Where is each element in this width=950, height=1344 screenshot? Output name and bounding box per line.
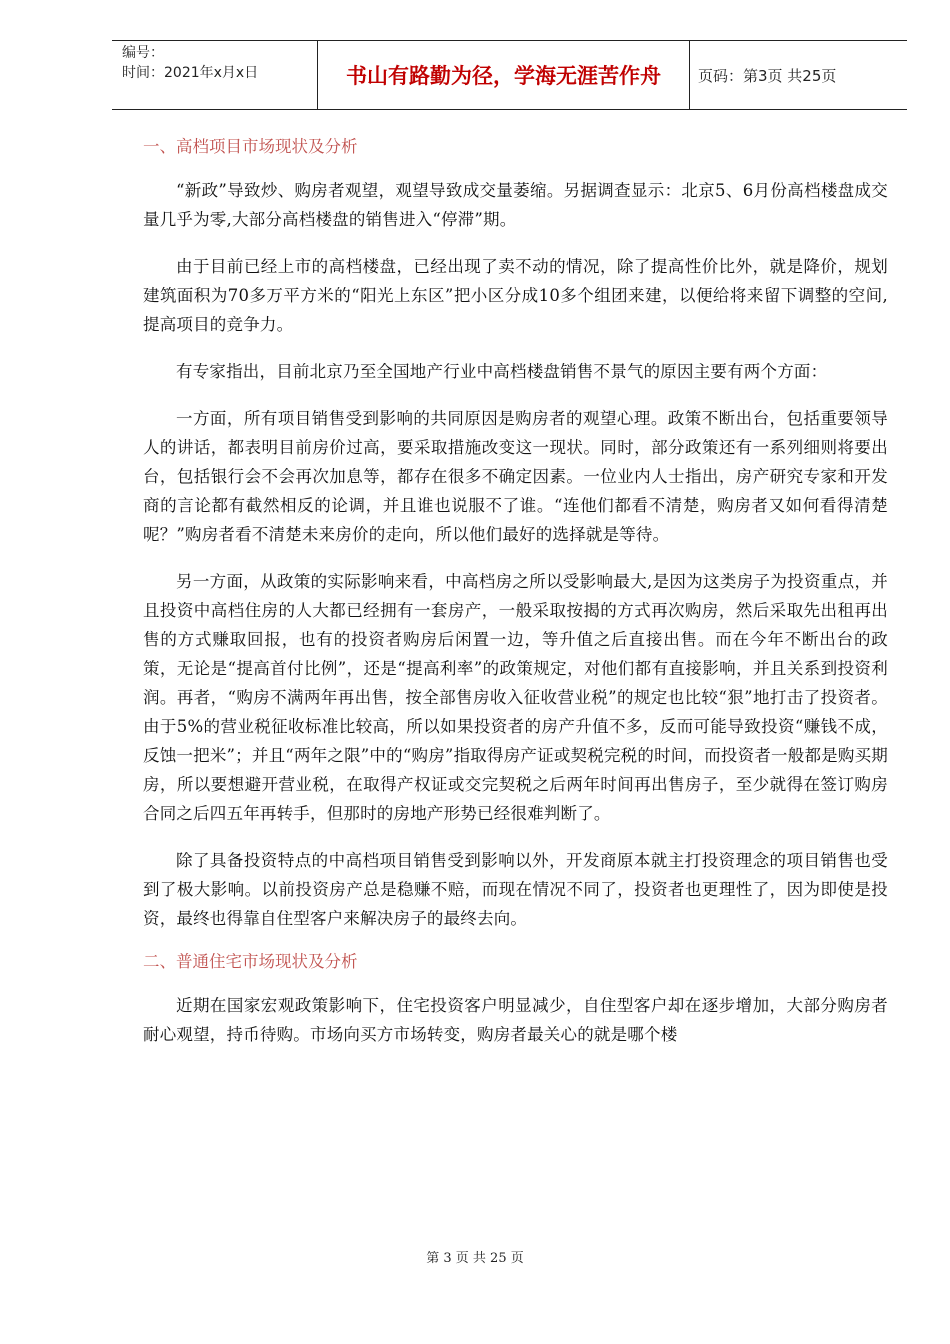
header-page-number: 页码：第3页 共25页 (698, 66, 837, 85)
paragraph-3: 有专家指出，目前北京乃至全国地产行业中高档楼盘销售不景气的原因主要有两个方面： (176, 362, 828, 381)
section-heading-1: 一、高档项目市场现状及分析 (143, 137, 358, 156)
number-label: 编号： (122, 45, 164, 61)
paragraph-5: 另一方面，从政策的实际影响来看，中高档房之所以受影响最大,是因为这类房子为投资重点，并且投资中高档住房的人大都已经拥有一套房产，一般采取按揭的方式再次购房，然后采取先出租再出售的方式赚取回报，也有的投资者购房后闲置一边，等升值之后直接出售。而在今年不断出台的政策，无论是“提高首付比例”，还是“提高利率”的政策规定，对他们都有直接影响，并且关系到投资利润。再者，“购房不满两年再出售，按全部售房收入征收营业税”的规定也比较“狠”地打击了投资者。由于5%的营业税征收标准比较高，所以如果投资者的房产升值不多，反而可能导致投资“赚钱不成，反蚀一把米”；并且“两年之限”中的“购房”指取得房产证或契税完税的时间，而投资者一般都是购买期房，所以要想避开营业税，在取得产权证或交完契税之后两年时间再出售房子，至少就得在签订购房合同之后四五年再转手，但那时的房地产形势已经很难判断了。 (143, 572, 888, 823)
page-footer: 第 3 页 共 25 页 (426, 1251, 524, 1266)
paragraph-4: 一方面，所有项目销售受到影响的共同原因是购房者的观望心理。政策不断出台，包括重要领导人的讲话，都表明目前房价过高，要采取措施改变这一现状。同时，部分政策还有一系列细则将要出台，包括银行会不会再次加息等，都存在很多不确定因素。一位业内人士指出，房产研究专家和开发商的言论都有截然相反的论调，并且谁也说服不了谁。“连他们都看不清楚，购房者又如何看得清楚呢？”购房者看不清楚未来房价的走向，所以他们最好的选择就是等待。 (143, 409, 888, 544)
paragraph-2: 由于目前已经上市的高档楼盘，已经出现了卖不动的情况，除了提高性价比外，就是降价，规划建筑面积为70多万平方米的“阳光上东区”把小区分成10多个组团来建，以便给将来留下调整的空间,提高项目的竞争力。 (143, 257, 888, 334)
paragraph-1: “新政”导致炒、购房者观望，观望导致成交量萎缩。另据调查显示：北京5、6月份高档楼盘成交量几乎为零,大部分高档楼盘的销售进入“停滞”期。 (143, 181, 888, 229)
page-header (112, 40, 907, 110)
header-meta (112, 41, 317, 109)
paragraph-7: 近期在国家宏观政策影响下，住宅投资客户明显减少，自住型客户却在逐步增加，大部分购房者耐心观望，持币待购。市场向买方市场转变，购房者最关心的就是哪个楼 (143, 996, 888, 1044)
header-motto: 书山有路勤为径，学海无涯苦作舟 (317, 41, 690, 109)
document-body (143, 132, 888, 1049)
section-heading-2: 二、普通住宅市场现状及分析 (143, 952, 358, 971)
time-label: 时间：2021年x月x日 (122, 65, 259, 81)
paragraph-6: 除了具备投资特点的中高档项目销售受到影响以外，开发商原本就主打投资理念的项目销售也受到了极大影响。以前投资房产总是稳赚不赔，而现在情况不同了，投资者也更理性了，因为即使是投资，最终也得靠自住型客户来解决房子的最终去向。 (143, 851, 888, 928)
